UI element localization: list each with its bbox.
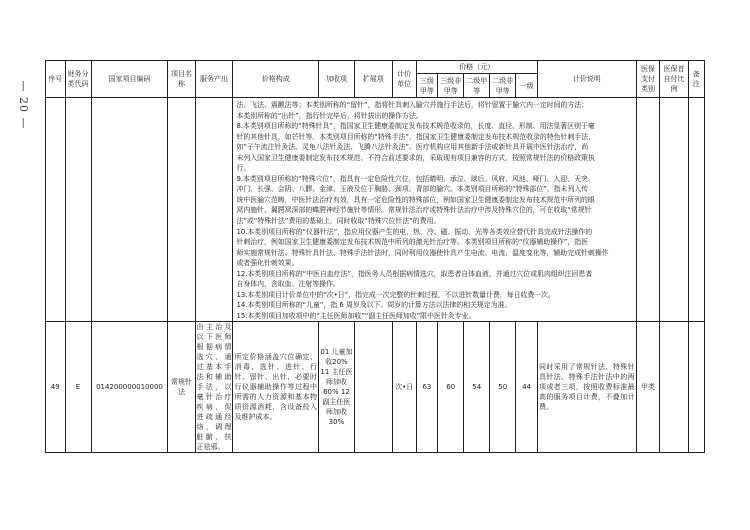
- description-line: 针的其他针具，如芒针等。本类别项目所称的“特殊手法”，指国家卫生健康委制定发布技术规范收录的特色针刺手法，: [236, 132, 596, 141]
- header-price-notes: 计价说明: [537, 61, 636, 98]
- table-row: [46, 322, 705, 453]
- row-seq: 49: [46, 322, 66, 453]
- row-item-name: 常规针法: [168, 322, 195, 453]
- description-line: 法”或“特殊针法”费用的基础上，同时收取“特殊穴位针法”的费用。: [236, 217, 441, 226]
- row-service-output: 由主治及以下医师根据病情选穴，通过基本手法和辅助手法，以毫针治疗疾病，促进疏通经络，调理脏腑，扶正祛邪。: [196, 323, 232, 452]
- row-price-grade2-a: 54: [464, 322, 490, 453]
- description-line: 8.本类别项目所称的“特殊针具”，指国家卫生健康委制定发布技术规范收录的，长度、直径、形制、用法显著区别于毫: [236, 122, 595, 131]
- header-price-group: 价格（元）: [416, 61, 537, 74]
- row-insurance-category: 甲类: [636, 322, 660, 453]
- description-line: 师实施常规针法、特殊针具针法、特殊手法针法时，同时利用仪器使针具产生电流、电流、温度变化等，辅助完成针刺操作: [236, 248, 609, 257]
- description-line: 13.本类别项目计价单位中的“次•日”，指完成一次完整的针刺过程，不以进针数量计费，每日收费一次。: [236, 290, 555, 299]
- description-line: 本类别所称的“出针”，指行针完毕后，将针拔出的操作方法。: [236, 111, 423, 120]
- header-service-output: 服务产出: [195, 61, 233, 98]
- description-line: 窝内施针、翼腭窝深部的蝶腭神经节施针等情形。常规针法治疗或特殊针法治疗中涉及特殊穴位的，可在收取“常规针: [236, 206, 592, 215]
- row-remarks: [688, 322, 704, 453]
- header-price-composition: 价格构成: [233, 61, 319, 98]
- row-category: E: [65, 322, 91, 453]
- header-grade2-other: 二级非甲等: [490, 74, 516, 98]
- description-line: 统中医腧穴范畴，中医针法治疗有效，具有一定危险性的特殊部位，例如国家卫生健康委制定发布技术规范中所列的眼: [236, 195, 595, 204]
- header-national-code: 国家项目编码: [91, 61, 168, 98]
- row-price-composition: 所定价格涵盖穴位确定、消毒、选针、进针、行针、留针、出针，必要时行仪器辅助操作等过程中所需的人力资源和基本物质资源消耗，含设备投入及维护成本。: [233, 322, 319, 453]
- description-line: 自身体内，含取血、注射等操作。: [236, 280, 340, 289]
- description-line: 法、飞法、震颤法等；本类别所称的“留针”，指将针具刺入腧穴并施行手法后，将针留置于腧穴内一定时间的方法；: [236, 101, 589, 109]
- header-markup-item: 加收项: [319, 61, 355, 98]
- row-price-unit: 次•日: [392, 322, 416, 453]
- header-grade3-other: 三级非甲等: [438, 74, 464, 98]
- header-grade2-a: 二级甲等: [464, 74, 490, 98]
- description-line: 针刺治疗，例如国家卫生健康委制定发布技术规范中所列的激光针治疗等。本类别项目所称的“仪器辅助操作”，指医: [236, 238, 589, 247]
- header-seq: 序号: [46, 61, 66, 98]
- row-first-pay-ratio: [660, 322, 688, 453]
- description-line: 14.本类别项目所称的“儿童”，指 6 周岁及以下。周岁的计算方法以法律的相关规定为准。: [236, 301, 512, 310]
- category-description: [233, 98, 636, 322]
- row-price-grade2-other: 50: [490, 322, 516, 453]
- header-grade1: 一级: [516, 74, 538, 98]
- header-extension-item: 扩展项: [354, 61, 392, 98]
- description-line: 12.本类别项目所称的“中医自血疗法”，指医务人员根据病情选穴，取患者自体血液，并通过穴位或肌肉组织注回患者: [236, 269, 593, 278]
- description-line: 或者强化针刺效果。: [236, 259, 299, 268]
- header-remarks: 备注: [688, 61, 704, 98]
- row-price-grade1: 44: [516, 322, 538, 453]
- description-line: 冲门、长强、会阴、八髎、金津、玉液及位于胸胁、颈项、背部的腧穴。本类别项目所称的“特殊部位”，指未列入传: [236, 185, 589, 194]
- row-price-grade3-other: 60: [438, 322, 464, 453]
- header-grade3-a: 三级甲等: [416, 74, 438, 98]
- header-category: 财务分类代码: [65, 61, 91, 98]
- row-price-grade3-a: 63: [416, 322, 438, 453]
- header-item-name: 项目名称: [168, 61, 195, 98]
- description-line: 15.本类别项目加收项中的“主任医师加收”“副主任医师加收”限中医针灸专业。: [236, 311, 476, 320]
- row-national-code: 014200000010000: [91, 322, 168, 453]
- table-header: [46, 61, 705, 98]
- description-line: 未列入国家卫生健康委制定发布技术规范、不符合前述要求的，采取现有项目兼容的方式，按照常规针法的价格政策执: [236, 153, 595, 162]
- page-number: — 20 —: [17, 80, 30, 130]
- header-insurance-category: 医保支付类别: [636, 61, 660, 98]
- description-line: 10.本类别项目所称的“仪器针法”，指应用仪器产生的电、热、冷、磁、振动、光等各类效应替代针具完成针法操作的: [236, 227, 593, 236]
- row-extension: [354, 322, 392, 453]
- row-price-notes: 同时采用了常规针法、特殊针具针法、特殊手法针法中的两项或者三项，按照收费标准最高的服务项目计费，不叠加计费。: [537, 322, 636, 453]
- description-line: 如“子午流注针灸法、灵龟八法针灸法、飞腾八法针灸法”。医疗机构应用其他新手法或新针具开展中医针法治疗，尚: [236, 143, 589, 152]
- pricing-table: [45, 60, 705, 453]
- row-markup: 01 儿童加收20% 11 主任医师加收 60% 12 副主任医师加收30%: [319, 322, 355, 453]
- description-line: 9.本类别项目所称的“特殊穴位”，指具有一定危险性穴位，包括睛明、承泣、球后、风府、风池、哑门、人迎、天突、: [236, 174, 595, 183]
- header-price-unit: 计价单位: [392, 61, 416, 98]
- description-line: 行。: [236, 164, 251, 173]
- header-first-pay-ratio: 医保首自付比例: [660, 61, 688, 98]
